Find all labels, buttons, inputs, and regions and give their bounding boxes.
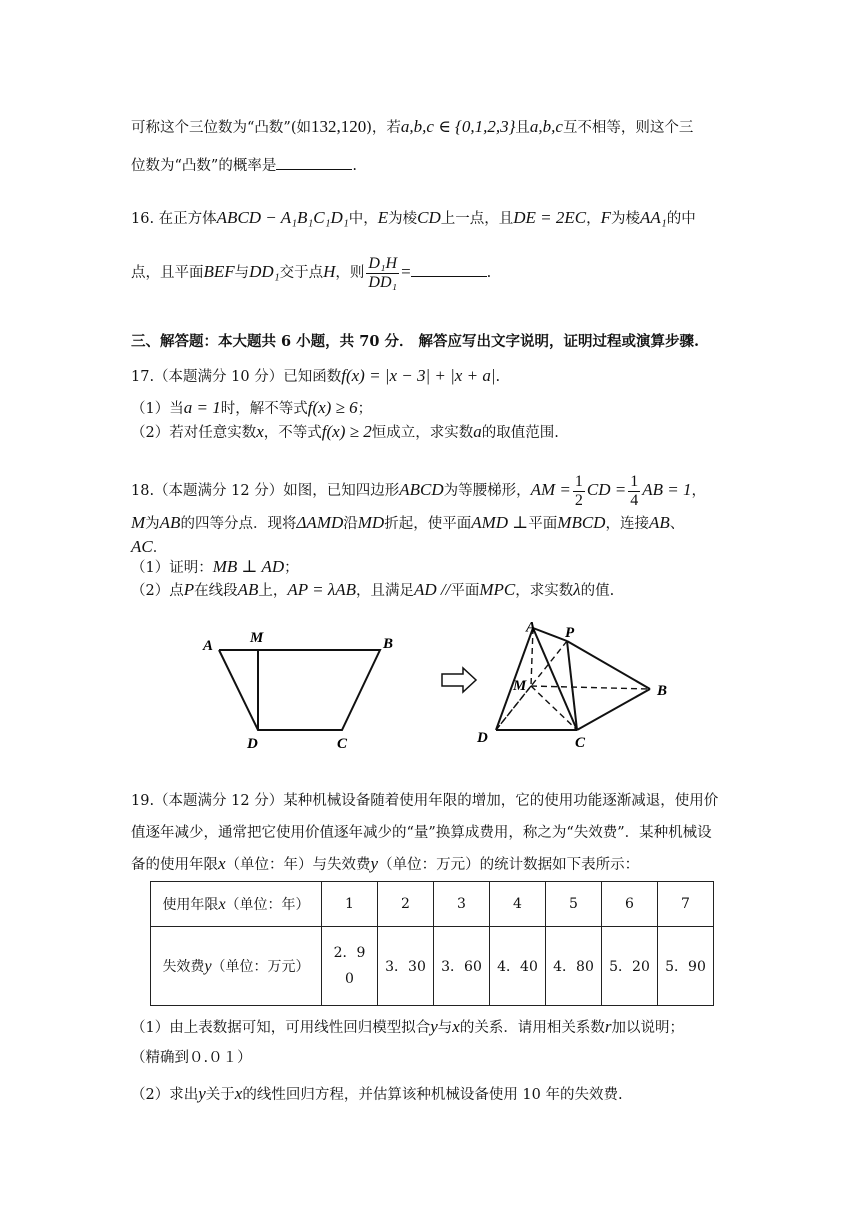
row-header-costs [151,927,322,1006]
q19-text: （单位：万元）的统计数据如下表所示： [378,857,640,873]
q19-text: 的线性回归方程，并估算该种机械设备使用 10 年的失效费. [242,1087,623,1103]
q16-plane-bef: BEF [203,262,235,281]
q16-text: ，则 [335,265,365,281]
label-a-right: A [526,620,537,636]
q18-text: 为 [145,516,160,532]
table-cell-cost [322,927,378,1006]
q17-text: （2）若对任意实数 [131,425,257,441]
q19-variable-r: r [604,1017,612,1036]
q18-head [131,472,706,510]
q16-line-2 [131,253,491,292]
q16-text: 点，且平面 [131,265,204,281]
q16-cube-name: ABCD − A₁B₁C₁D₁ [216,208,349,227]
q17-text: 恒成立，求实数 [371,425,474,441]
q18-cd: CD = [586,480,627,499]
q18-text: （2）点 [131,583,184,599]
row-header-years [151,882,322,927]
q18-quarter-fraction [628,473,640,510]
q16-answer-blank [411,262,487,277]
q18-statement: MB ⊥ AD [212,557,285,576]
q18-text: 的四等分点．现将 [180,516,297,532]
header-variable-x: x [218,896,226,913]
table-cell-year: 6 [602,882,658,927]
q18-ab: AB [159,513,181,532]
q18-text: 为等腰梯形， [443,483,531,499]
q19-part-1-precision: （精确到０.０１） [131,1050,252,1066]
q19-variable-x: x [452,1017,460,1036]
label-b-left: B [383,636,394,652]
q18-ap: AP = λAB [287,580,356,599]
q19-line-2: 值逐年减少，通常把它使用价值逐年减少的“量”换算成费用，称之为“失效费”．某种机械设 [131,825,712,841]
trapezoid-outline [219,650,380,730]
q16-text: ， [586,211,601,227]
table-cell-year: 5 [546,882,602,927]
q18-text: ，求实数 [515,583,574,599]
q18-text: 在线段 [194,583,238,599]
q18-fraction-numerator: 1 [630,472,639,490]
table-cell-cost: 3．60 [434,927,490,1006]
q17-part-1 [131,398,372,419]
q17-condition: a = 1 [183,398,221,417]
q17-head [131,366,500,387]
q15-answer-blank [276,155,352,170]
q17-text: 时，解不等式 [220,401,308,417]
header-text: 失效费 [162,959,205,975]
q19-data-table [150,881,714,1006]
q18-text: ． [152,540,168,556]
q19-part-2 [131,1084,623,1105]
q18-plane-amd: AMD ⊥ [471,513,529,532]
q19-variable-y: y [198,1084,206,1103]
q16-text: 在正方体 [158,211,217,227]
q16-condition: DE = 2EC [513,208,587,227]
q19-variable-x: x [218,854,226,873]
q18-text: 平面 [450,583,480,599]
q18-text: （1）证明： [131,560,213,576]
q19-text: 加以说明； [611,1020,684,1036]
q16-number: 16. [131,211,155,227]
label-c-right: C [575,735,586,751]
q19-text: 备的使用年限 [131,857,218,873]
q17-text: 的取值范围. [481,425,559,441]
header-variable-y: y [204,958,212,975]
edge-am-hidden [531,628,533,686]
table-cell-year: 4 [490,882,546,927]
table-cell-cost: 5．20 [602,927,658,1006]
q16-line-1 [131,208,696,229]
q15-question: 位数为“凸数”的概率是 [131,158,277,174]
table-cell-year: 7 [658,882,714,927]
q19-variable-y: y [370,854,379,873]
q18-text: 折起，使平面 [384,516,472,532]
q18-plane-mpc: MPC [479,580,516,599]
edge-cb [577,689,650,730]
q15-set-condition: a,b,c ∈ {0,1,2,3} [400,117,516,136]
q17-function: f(x) = |x − 3| + |x + a| [341,366,496,385]
q19-text: 与 [437,1020,453,1036]
table-cell-year: 1 [322,882,378,927]
q15-line-2 [131,155,357,176]
q18-ab: AB = 1 [642,480,692,499]
q16-text: 为棱 [611,211,641,227]
q18-text: ， [691,483,706,499]
q18-line-2 [131,513,684,534]
q16-text: 的中 [666,211,696,227]
q16-text: 中， [348,211,378,227]
q15-line-1 [131,117,693,138]
q16-point-f: F [600,208,612,227]
cost-part-bottom: 0 [345,971,354,987]
q17-text: 17.（本题满分 10 分）已知函数 [131,369,342,385]
label-a-left: A [203,638,214,654]
q15-period: . [352,158,357,174]
q16-fraction-denominator: DD₁ [368,273,398,291]
q18-part-2 [131,580,614,601]
header-text: 使用年限 [162,897,219,913]
q16-point-h: H [323,262,336,281]
q18-ab: AB [648,513,670,532]
q18-fraction-denominator: 4 [630,491,639,509]
label-b-right: B [657,683,668,699]
q18-text: ，连接 [605,516,649,532]
q15-text: 可称这个三位数为“凸数”(如 [131,120,311,136]
table-cell-cost: 4．80 [546,927,602,1006]
q16-equals: = [401,262,411,281]
q17-text: ； [357,401,373,417]
q15-variables: a,b,c [529,117,563,136]
table-row-years [151,882,714,927]
q15-text: 且 [515,120,530,136]
q15-text: 互不相等，则这个三 [562,120,694,136]
q18-text: 沿 [343,516,358,532]
q18-half-fraction [573,473,585,510]
q15-text: )，若 [366,120,401,136]
q16-text: 为棱 [388,211,418,227]
edge-pb [567,641,650,689]
q18-md: MD [357,513,385,532]
header-unit: （单位：万元） [211,959,310,975]
q17-inequality: f(x) ≥ 6 [307,398,358,417]
table-cell-cost: 5．90 [658,927,714,1006]
q16-edge-dd1: DD₁ [249,262,280,281]
q18-text: 、 [669,516,685,532]
q18-text: 上， [258,583,288,599]
table-cell-year: 3 [434,882,490,927]
label-d-left: D [247,736,258,752]
q19-variable-y: y [430,1017,438,1036]
q18-quad-name: ABCD [399,480,444,499]
q17-period: . [495,369,501,385]
q19-text: 关于 [205,1087,235,1103]
q18-ad-parallel: AD // [413,580,451,599]
q18-figures [195,620,715,755]
q18-plane-mbcd: MBCD [557,513,606,532]
edge-mc-hidden [531,686,577,730]
q18-text: 18.（本题满分 12 分）如图，已知四边形 [131,483,400,499]
q18-fraction-denominator: 2 [574,491,583,509]
q19-text: 的关系．请用相关系数 [459,1020,605,1036]
q18-triangle: ΔAMD [296,513,344,532]
header-unit: （单位：年） [225,897,310,913]
q17-inequality: f(x) ≥ 2 [321,422,372,441]
label-c-left: C [337,736,348,752]
q18-am: AM = [530,480,571,499]
q19-text: （1）由上表数据可知，可用线性回归模型拟合 [131,1020,431,1036]
q18-text: 的值. [580,583,615,599]
q17-variable-a: a [473,422,482,441]
table-row-costs [151,927,714,1006]
q19-variable-x: x [234,1084,243,1103]
q18-text: ，且满足 [355,583,414,599]
q16-ratio-fraction [366,255,399,292]
q18-text: 平面 [528,516,558,532]
q19-text: （2）求出 [131,1087,199,1103]
q17-part-2 [131,422,559,443]
q16-period: . [486,265,492,281]
q18-ac: AC [131,537,153,556]
q18-point-p: P [183,580,195,599]
label-d-right: D [477,730,488,746]
q18-lambda: λ [573,580,581,599]
q16-point-e: E [377,208,389,227]
fold-arrow-icon [442,668,476,692]
q18-ab: AB [237,580,259,599]
q16-text: 上一点，且 [440,211,514,227]
label-p-right: P [565,625,575,641]
q17-text: （1）当 [131,401,184,417]
q18-part-1 [131,557,299,578]
table-cell-cost: 4．40 [490,927,546,1006]
cost-part-top: 2．9 [333,945,366,961]
q19-text: （单位：年）与失效费 [225,857,371,873]
q18-point-m: M [131,513,146,532]
edge-mb-hidden [531,686,650,689]
q17-variable-x: x [256,422,264,441]
q15-example-numbers: 132,120 [310,117,367,136]
q18-line-3 [131,537,167,558]
q16-edge-aa1: AA₁ [640,208,667,227]
q16-edge-cd: CD [417,208,441,227]
q18-fraction-numerator: 1 [574,472,583,490]
q19-part-1 [131,1017,684,1038]
section-3-heading: 三、解答题：本大题共 6 小题，共 70 分． 解答应写出文字说明，证明过程或演算步骤. [131,333,700,350]
label-m-left: M [250,630,264,646]
q19-line-3 [131,854,639,875]
q17-text: ，不等式 [263,425,322,441]
label-m-right: M [513,678,527,694]
table-cell-year: 2 [378,882,434,927]
q19-line-1: 19.（本题满分 12 分）某种机械设备随着使用年限的增加，它的使用功能逐渐减退，使用价 [131,793,719,809]
q16-text: 与 [234,265,250,281]
q16-text: 交于点 [279,265,324,281]
q18-text: ； [284,560,299,576]
q16-fraction-numerator: D₁H [368,254,398,272]
table-cell-cost: 3．30 [378,927,434,1006]
trapezoid-figure [219,650,380,730]
